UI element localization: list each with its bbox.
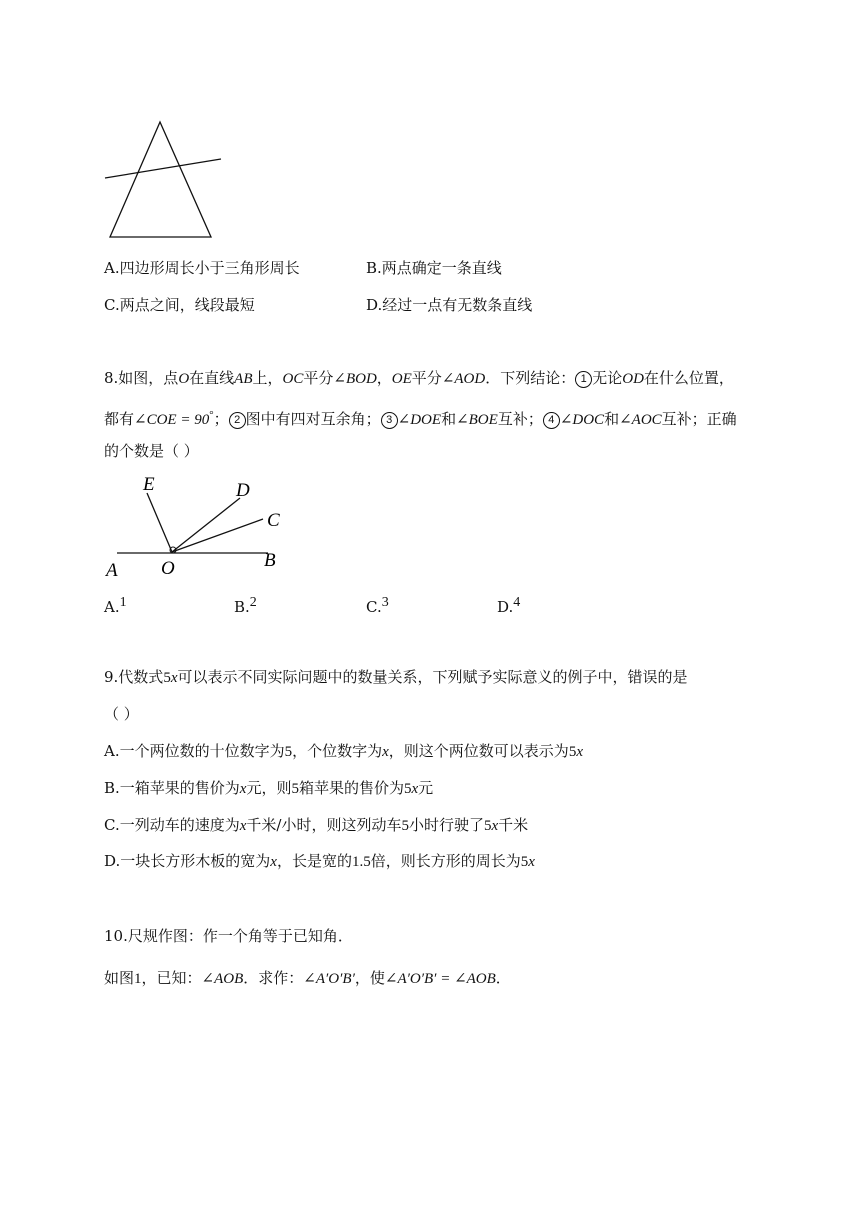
q8-line-1: 8.如图，点O在直线AB上，OC平分∠BOD，OE平分∠AOD．下列结论： 1 无论OD在什么位置， — [104, 369, 734, 387]
q8-option-a: A.$^1$ — [104, 595, 127, 616]
label-e: E — [143, 474, 155, 495]
q9-option-c: C.一列动车的速度为x千米/小时，则这列动车5小时行驶了5x千米 — [104, 816, 529, 834]
circled-number-3: 3 — [381, 412, 398, 429]
label-a: A — [106, 560, 118, 581]
q8-line-2: 都有∠COE = 90°； 2 图中有四对互余角； 3 ∠DOE和∠BOE互补； 4 ∠DOC和∠AOC互补；正确 — [104, 409, 737, 428]
label-o: O — [161, 558, 175, 579]
q10-line-1: 10.尺规作图：作一个角等于已知角． — [104, 927, 353, 945]
circled-number-1: 1 — [575, 371, 592, 388]
q8-option-b: B.$^2$ — [234, 595, 257, 616]
q9-option-d: D.一块长方形木板的宽为x，长是宽的1.5倍，则长方形的周长为5x — [104, 852, 535, 870]
q7-option-a: A.四边形周长小于三角形周长 — [104, 259, 300, 277]
label-d: D — [236, 480, 250, 501]
q9-option-b: B.一箱苹果的售价为x元，则5箱苹果的售价为5x元 — [104, 779, 434, 797]
q9-option-a: A.一个两位数的十位数字为5，个位数字为x，则这个两位数可以表示为5x — [104, 742, 583, 760]
label-c: C — [267, 510, 280, 531]
circled-number-4: 4 — [543, 412, 560, 429]
q8-option-d: D.$^4$ — [497, 595, 521, 616]
q7-option-c: C.两点之间，线段最短 — [104, 296, 255, 314]
q10-line-2: 如图1，已知：∠AOB．求作：∠A′O′B′，使∠A′O′B′ = ∠AOB． — [104, 969, 511, 987]
q8-line-3: 的个数是（ ） — [104, 442, 199, 460]
q9-line-1: 9.代数式5x可以表示不同实际问题中的数量关系，下列赋予实际意义的例子中，错误的是 — [104, 668, 688, 686]
q8-option-c: C.$^3$ — [366, 595, 389, 616]
q9-line-2: （ ） — [104, 705, 139, 723]
label-b: B — [264, 550, 276, 571]
q7-option-d: D.经过一点有无数条直线 — [366, 296, 533, 314]
circled-number-2: 2 — [229, 412, 246, 429]
q7-option-b: B.两点确定一条直线 — [366, 259, 502, 277]
